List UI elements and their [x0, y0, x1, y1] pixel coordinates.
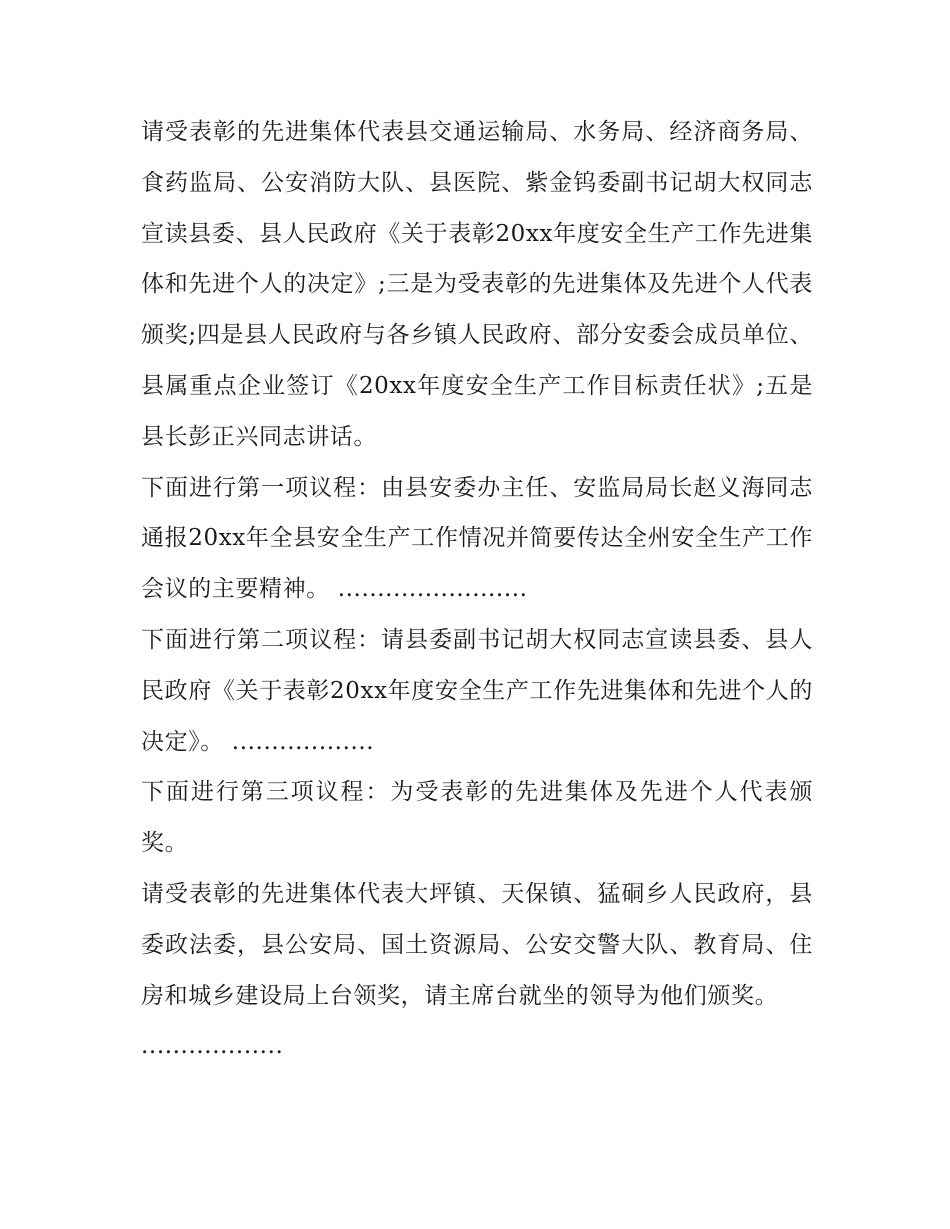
- paragraph-agenda-item-one: 下面进行第一项议程：由县安委办主任、安监局局长赵义海同志通报20xx年全县安全生产工作情况并简要传达全州安全生产工作会议的主要精神。 ........................: [141, 474, 813, 603]
- paragraph-award-representatives-intro: 请受表彰的先进集体代表县交通运输局、水务局、经济商务局、食药监局、公安消防大队、县医院、紫金钨委副书记胡大权同志宣读县委、县人民政府《关于表彰20xx年度安全生产工作先进集体和先进个人的决定》;三是为受表彰的先进集体及先进个人代表颁奖;四是县人民政府与各乡镇人民政府、部分安委会成员单位、县属重点企业签订《20xx年度安全生产工作目标责任状》;五是县长彭正兴同志讲话。: [141, 119, 813, 450]
- paragraph-agenda-item-three: 下面进行第三项议程：为受表彰的先进集体及先进个人代表颁奖。: [141, 779, 813, 857]
- paragraph-ellipsis: ..................: [141, 1033, 284, 1060]
- paragraph-award-recipients: 请受表彰的先进集体代表大坪镇、天保镇、猛硐乡人民政府，县委政法委，县公安局、国土资源局、公安交警大队、教育局、住房和城乡建设局上台领奖，请主席台就坐的领导为他们颁奖。: [141, 880, 813, 1009]
- document-body: [141, 107, 813, 1072]
- paragraph-agenda-item-two: 下面进行第二项议程：请县委副书记胡大权同志宣读县委、县人民政府《关于表彰20xx年度安全生产工作先进集体和先进个人的决定》。 ..................: [141, 626, 813, 755]
